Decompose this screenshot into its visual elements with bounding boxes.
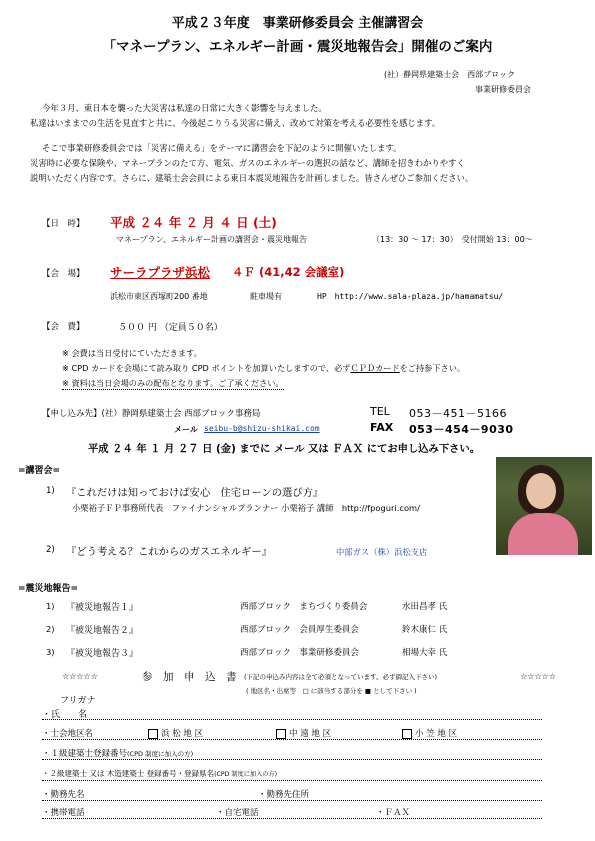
lecture-number: 1) [46,486,55,496]
venue-room: ４Ｆ (41,42 会議室) [232,265,345,279]
cpd-card-emphasis: ＣＰＤカード [350,363,400,373]
report-title: 『被災地報告２』 [66,626,139,636]
intro-line: 私達はいままでの生活を見直すと共に、今後起こりうる災害に備え、改めて対策を考える必要性を感じます。 [30,118,441,128]
report-number: 3) [46,647,55,657]
event-time: （13：30 ～ 17：30） 受付開始 13：00～ [372,235,533,244]
venue-address: 浜松市東区西塚町200 番地 [110,292,208,301]
mail-label: メール [174,425,198,434]
stars-right: ☆☆☆☆☆ [520,672,556,681]
lectures-heading: =講習会= [18,466,61,476]
tel-number: 053－451－5166 [409,407,507,420]
area-field-line [42,739,542,740]
report-title: 『被災地報告１』 [66,603,139,613]
license2-label: ・２級建築士 又は 木造建築士 登録番号・登録県名(CPD 制度に加入の方) [42,769,278,778]
license1-label: ・１級建築士登録番号(CPD 制度に加入の方) [42,749,194,759]
intro-line: 災害時に必要な保険や、マネープランのたて方、電気、ガスのエネルギーの選択の話など、講師を招きわかりやすく [30,158,465,168]
company-label: ・勤務先名 [42,790,85,800]
report-number: 1) [46,601,55,611]
area-label: ・士会地区名 [42,729,94,739]
speaker-photo [496,457,592,555]
name-field[interactable] [42,719,542,720]
fee-value: ５００ 円 （定員５０名） [118,323,223,333]
report-presenter: 水田昌孝 氏 [402,602,448,612]
area-option-ogasa[interactable]: 小 笠 地 区 [402,727,457,739]
reports-heading: =震災地報告= [18,584,79,594]
checkbox[interactable] [148,729,158,739]
mobile-label: ・携帯電話 [42,808,85,818]
lecture-speaker: 中部ガス（株）浜松支店 [336,547,428,557]
report-presenter: 鈴木康仁 氏 [402,625,448,635]
venue-homepage: HP http://www.sala-plaza.jp/hamamatsu/ [317,292,504,301]
venue-label: 【会 場】 [42,269,85,279]
checkbox[interactable] [276,729,286,739]
checkbox[interactable] [402,729,412,739]
license1-field[interactable] [42,759,542,760]
event-title: 平成２３年度 事業研修委員会 主催講習会 [171,16,424,31]
apply-to: 【申し込み先】(社）静岡県建築士会 西部ブロック事務局 [42,409,261,419]
form-title: 参 加 申 込 書 [142,671,237,683]
report-presenter: 相場大幸 氏 [402,648,448,658]
organizer-committee: 事業研修委員会 [475,85,531,94]
venue-name: サーラプラザ浜松 [110,265,211,280]
date-label: 【日 時】 [42,219,85,229]
report-org: 西部ブロック 事業研修委員会 [240,648,359,658]
tel-label: TEL [370,405,390,418]
form-note: (下記の申込み内容は全て必須となっています。必ず御記入下さい) [244,673,438,681]
area-option-hamamatsu[interactable]: 浜 松 地 区 [148,727,203,739]
contact-field[interactable] [42,818,542,819]
event-date: 平成 ２４ 年 ２ 月 ４ 日 (土) [110,215,277,230]
lecture-title: 『どう考える？これからのガスエネルギー』 [66,546,272,558]
license2-field[interactable] [42,780,542,781]
lecture-title: 『これだけは知っておけば安心 住宅ローンの選び方』 [66,487,324,499]
fax-number: 053－454－9030 [409,423,514,436]
date-detail: マネープラン、エネルギー計画の講習会・震災地報告 [116,235,307,244]
mail-link[interactable]: seibu-b@shizu-shikai.com [204,424,320,433]
furigana-label: フリガナ [60,696,96,706]
company-address-label: ・勤務先住所 [258,790,310,800]
fee-label: 【会 費】 [42,322,85,332]
home-tel-label: ・自宅電話 [216,808,259,818]
intro-line: 説明いただく内容です。さらに、建築士会会員による東日本震災地報告を計画しました。皆さんぜひご参加ください。 [30,173,474,183]
stars-left: ☆☆☆☆☆ [62,672,98,681]
venue-parking: 駐車場有 [250,292,282,301]
report-number: 2) [46,624,55,634]
note-line: ※ 資料は当日会場のみの配布となります。ご了承ください。 [62,378,284,388]
intro-line: そこで事業研修委員会では「災害に備える」をテーマに講習会を下記のように開催いたします。 [42,143,402,153]
name-label: ・氏 名 [42,710,88,720]
form-note: ( 地区名・出席等 □ に該当する部分を ■ として下さい ) [246,687,417,695]
area-option-chuen[interactable]: 中 遠 地 区 [276,727,331,739]
intro-line: 今年３月、東日本を襲った大災害は私達の日常に大きく影響を与えました。 [42,103,327,113]
event-subtitle: 「マネープラン、エネルギー計画・震災地報告会」開催のご案内 [102,39,493,55]
note-line: ※ 会費は当日受付にていただきます。 [62,348,202,358]
company-field[interactable] [42,800,542,801]
lecture-number: 2) [46,545,55,555]
report-org: 西部ブロック 会員厚生委員会 [240,625,359,635]
fax-label: FAX [370,421,394,434]
lecture-speaker: 小栗裕子ＦＰ事務所代表 ファイナンシャルプランナー 小栗裕子 講師 http://fpoguri.com/ [72,503,420,513]
note-line: ※ CPD カードを会場にて読み取り CPD ポイントを加算いたしますので、必ずＣＰＤカードをご持参下さい。 [62,363,466,373]
organizer: (社）静岡県建築士会 西部ブロック [384,70,515,79]
report-org: 西部ブロック まちづくり委員会 [240,602,368,612]
apply-deadline: 平成 ２４ 年 １ 月 ２７ 日 (金) までに メール 又は ＦＡＸ にてお申し込み下さい。 [88,443,481,455]
report-title: 『被災地報告３』 [66,649,139,659]
fax-field-label: ・ＦＡＸ [376,808,411,818]
